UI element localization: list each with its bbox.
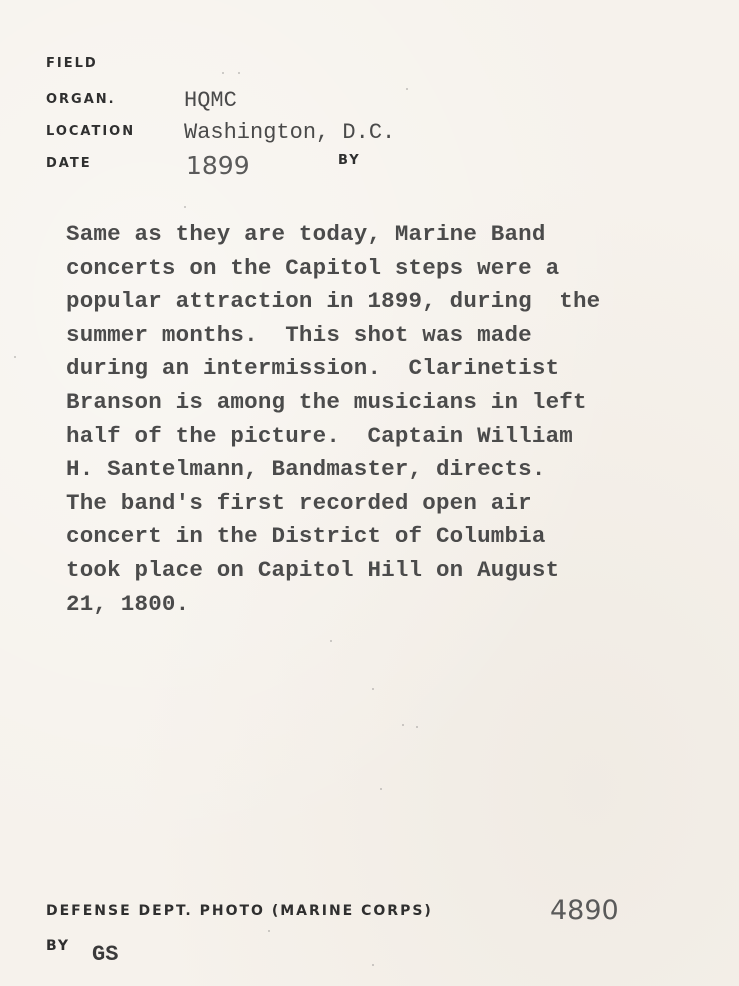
caption-line: The band's first recorded open air — [66, 489, 532, 516]
location-label: LOCATION — [46, 124, 136, 139]
caption-line: half of the picture. Captain William — [66, 422, 573, 449]
caption-line: popular attraction in 1899, during the — [66, 288, 601, 315]
paper-speck — [14, 356, 16, 358]
date-value: 1899 — [186, 151, 250, 180]
paper-speck — [402, 724, 404, 726]
organ-value: HQMC — [184, 88, 237, 113]
paper-speck — [380, 788, 382, 790]
caption-line: H. Santelmann, Bandmaster, directs. — [66, 456, 546, 483]
caption-line: Same as they are today, Marine Band — [66, 221, 546, 247]
field-label: FIELD — [46, 56, 98, 71]
by-label: BY — [338, 153, 361, 168]
paper-speck — [406, 88, 408, 90]
photo-number: 4890 — [550, 895, 619, 926]
paper-speck — [184, 206, 186, 208]
credit-label: DEFENSE DEPT. PHOTO (MARINE CORPS) — [46, 903, 433, 919]
paper-speck — [372, 688, 374, 690]
organ-label: ORGAN. — [46, 92, 116, 107]
paper-speck — [238, 72, 240, 74]
paper-speck — [222, 72, 224, 74]
caption-line: concert in the District of Columbia — [66, 523, 546, 550]
location-value: Washington, D.C. — [184, 120, 396, 145]
caption-line: during an intermission. Clarinetist — [66, 355, 560, 382]
caption-line: took place on Capitol Hill on August — [66, 556, 560, 583]
paper-speck — [268, 930, 270, 932]
caption-line: summer months. This shot was made — [66, 321, 532, 348]
caption-text — [66, 218, 726, 621]
paper-speck — [372, 964, 374, 966]
paper-speck — [416, 726, 418, 728]
caption-line: 21, 1800. — [66, 590, 190, 617]
footer-by-value: GS — [92, 942, 119, 967]
caption-line: Branson is among the musicians in left — [66, 388, 587, 415]
caption-line: concerts on the Capitol steps were a — [66, 254, 560, 281]
footer-by-label: BY — [46, 938, 71, 954]
paper-speck — [330, 640, 332, 642]
date-label: DATE — [46, 156, 92, 171]
